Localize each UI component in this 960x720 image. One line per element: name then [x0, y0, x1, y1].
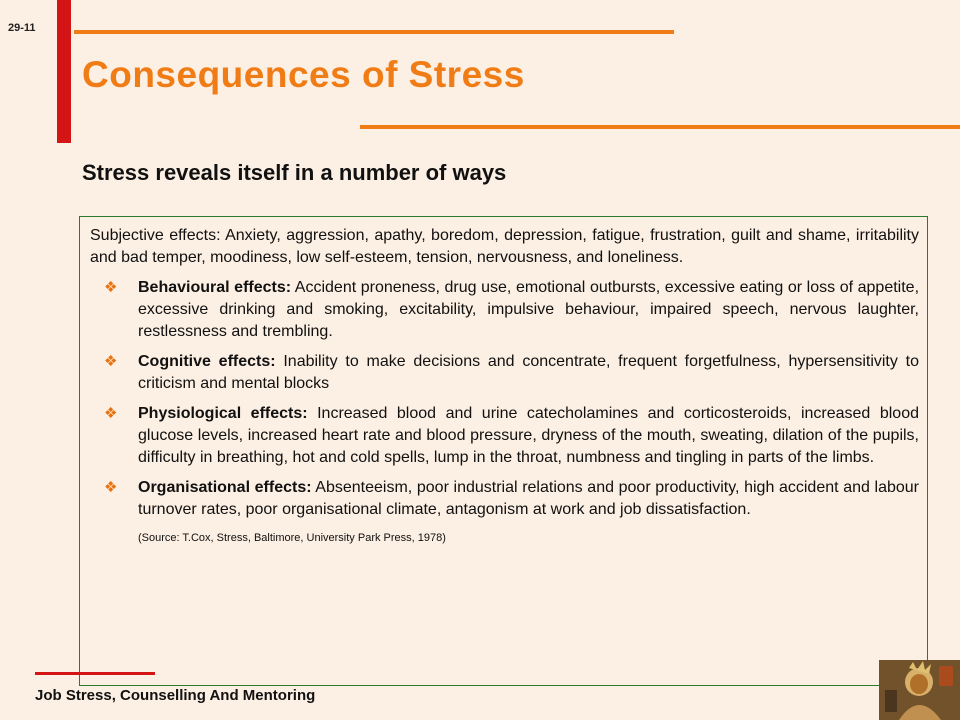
footer-red-line	[35, 672, 155, 675]
item-heading: Cognitive effects:	[138, 353, 276, 370]
diamond-bullet-icon: ❖	[104, 353, 118, 370]
item-heading: Physiological effects:	[138, 405, 308, 422]
right-orange-divider	[360, 125, 960, 129]
top-orange-divider	[74, 30, 674, 34]
list-item	[90, 403, 919, 469]
red-accent-bar	[57, 0, 71, 143]
item-heading: Organisational effects:	[138, 479, 312, 496]
item-text: Increased blood and urine catecholamines and corticosteroids, increased blood glucose levels, increased heart rate and blood pressure, dryness of the mouth, sweating, dilation of the pupils, difficulty in breathing, hot and cold spells, lump in the throat, numbness and tingling in parts of the limbs.	[138, 405, 919, 466]
diamond-bullet-icon: ❖	[104, 405, 118, 422]
footer-title: Job Stress, Counselling And Mentoring	[35, 687, 316, 704]
page-title: Consequences of Stress	[82, 54, 525, 95]
source-citation: (Source: T.Cox, Stress, Baltimore, University Park Press, 1978)	[138, 532, 446, 544]
figure-illustration-icon	[879, 660, 960, 720]
page-subtitle: Stress reveals itself in a number of ways	[82, 160, 507, 185]
diamond-bullet-icon: ❖	[104, 279, 118, 296]
subjective-effects-paragraph: Subjective effects: Anxiety, aggression, apathy, boredom, depression, fatigue, frustration, guilt and shame, irritability and bad temper, moodiness, low self-esteem, tension, nervousness, and loneliness.	[90, 227, 919, 266]
item-heading: Behavioural effects:	[138, 279, 292, 296]
slide-number: 29-11	[8, 22, 36, 34]
list-item	[90, 351, 919, 395]
list-item	[90, 477, 919, 521]
item-text: Absenteeism, poor industrial relations and poor productivity, high accident and labour turnover rates, poor organisational climate, antagonism at work and job dissatisfaction.	[138, 479, 919, 518]
effects-content-box	[79, 216, 928, 686]
item-text: Accident proneness, drug use, emotional outbursts, excessive eating or loss of appetite, excessive drinking and smoking, excitability, impulsive behaviour, impaired speech, nervous laughter, restlessness and trembling.	[138, 279, 920, 340]
list-item	[90, 277, 919, 343]
diamond-bullet-icon: ❖	[104, 479, 118, 496]
item-text: Inability to make decisions and concentrate, frequent forgetfulness, hypersensitivity to criticism and mental blocks	[138, 353, 919, 392]
